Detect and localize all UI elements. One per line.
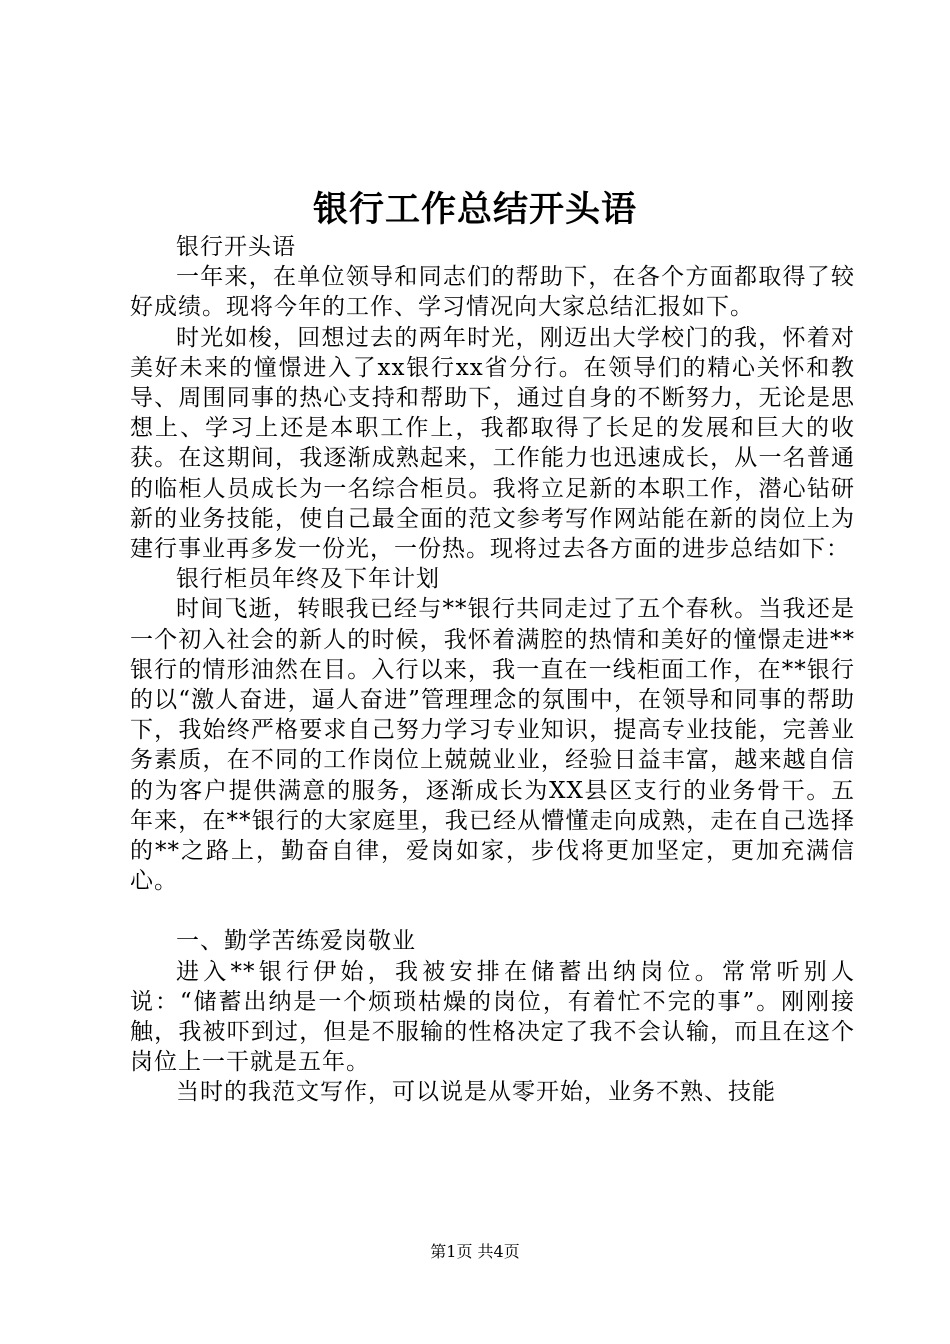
section-heading: 一、勤学苦练爱岗敬业 (176, 928, 416, 955)
paragraph: 当时的我范文写作，可以说是从零开始，业务不熟、技能 (176, 1079, 776, 1106)
paragraph: 一年来，在单位领导和同志们的帮助下，在各个方面都取得了较好成绩。现将今年的工作、学习情况向大家总结汇报如下。 (130, 264, 855, 321)
paragraph: 时间飞逝，转眼我已经与**银行共同走过了五个春秋。当我还是一个初入社会的新人的时候，我怀着满腔的热情和美好的憧憬走进**银行的情形油然在目。入行以来，我一直在一线柜面工作，在**银行的以“激人奋进，逼人奋进”管理理念的氛围中，在领导和同事的帮助下，我始终严格要求自己努力学习专业知识，提高专业技能，完善业务素质，在不同的工作岗位上兢兢业业，经验日益丰富，越来越自信的为客户提供满意的服务，逐渐成长为XX县区支行的业务骨干。五年来，在**银行的大家庭里，我已经从懵懂走向成熟，走在自己选择的**之路上，勤奋自律，爱岗如家，步伐将更加坚定，更加充满信心。 (130, 596, 855, 895)
paragraph: 进入**银行伊始，我被安排在储蓄出纳岗位。常常听别人说：“储蓄出纳是一个烦琐枯燥的岗位，有着忙不完的事”。刚刚接触，我被吓到过，但是不服输的性格决定了我不会认输，而且在这个岗位上一干就是五年。 (130, 958, 855, 1076)
paragraph: 时光如梭，回想过去的两年时光，刚迈出大学校门的我，怀着对美好未来的憧憬进入了xx银行xx省分行。在领导们的精心关怀和教导、周围同事的热心支持和帮助下，通过自身的不断努力，无论是思想上、学习上还是本职工作上，我都取得了长足的发展和巨大的收获。在这期间，我逐渐成熟起来，工作能力也迅速成长，从一名普通的临柜人员成长为一名综合柜员。我将立足新的本职工作，潜心钻研新的业务技能，使自己最全面的范文参考写作网站能在新的岗位上为建行事业再多发一份光，一份热。现将过去各方面的进步总结如下： (130, 324, 855, 563)
paragraph-heading: 银行开头语 (176, 234, 296, 260)
page-footer: 第1页 共4页 (430, 1242, 520, 1261)
document-body (130, 232, 855, 1108)
document-title: 银行工作总结开头语 (312, 189, 637, 230)
paragraph-heading: 银行柜员年终及下年计划 (176, 566, 440, 593)
